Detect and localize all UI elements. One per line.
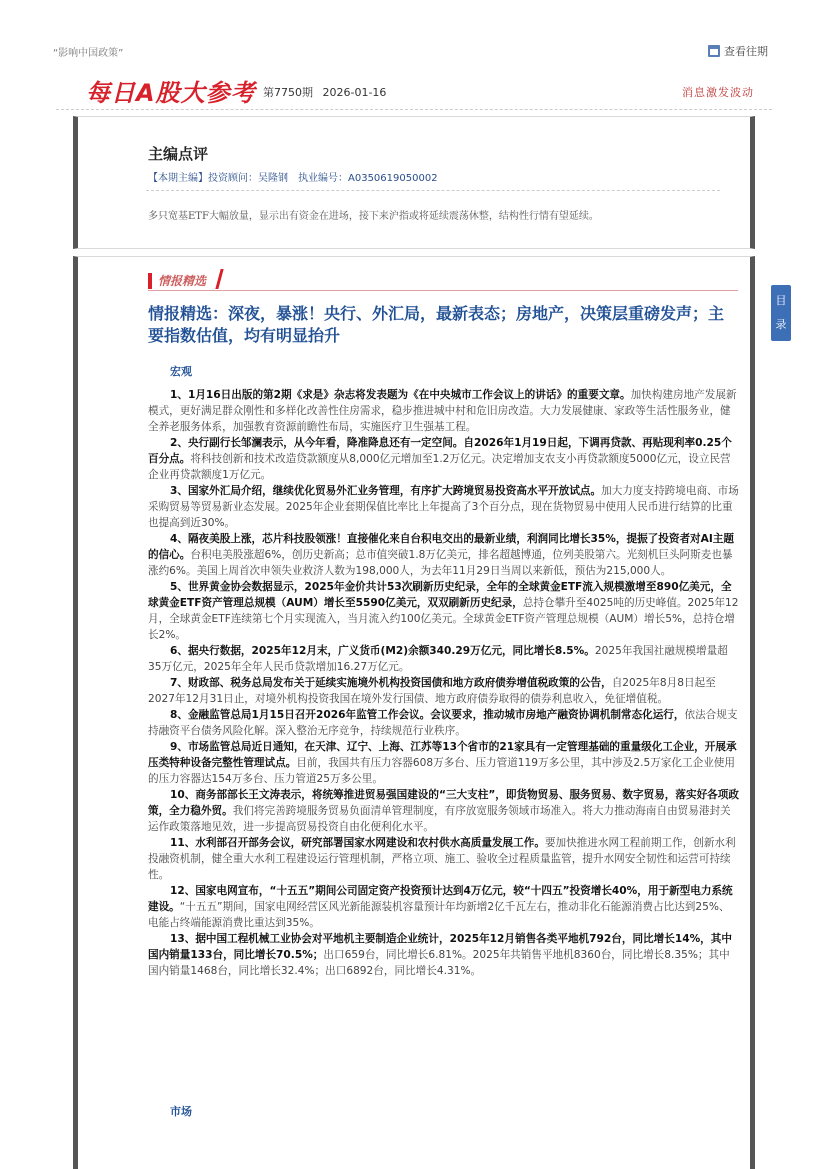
brand-logo: 每日A股大参考	[86, 79, 256, 107]
editor-meta: 【本期主编】投资顾问：吴隆钢 执业编号：A0350619050002	[148, 173, 438, 184]
toc-tab[interactable]: 目录	[771, 285, 791, 341]
news-list	[148, 387, 740, 979]
news-item-body: 2025年我国社融规模增量超35万亿元，2025年全年人民币贷款增加16.27万亿元。	[148, 645, 728, 673]
masthead	[56, 70, 772, 110]
issue-info	[263, 84, 386, 100]
news-item-lead: 13、据中国工程机械工业协会对平地机主要制造企业统计，2025年12月销售各类平地机792台，同比增长14%，其中国内销量133台，同比增长70.5%；	[148, 933, 732, 961]
news-item-lead: 2、央行副行长邹澜表示，从今年看，降准降息还有一定空间。自2026年1月19日起，下调再贷款、再贴现利率0.25个百分点。	[148, 437, 732, 465]
issue-date: 2026-01-16	[322, 86, 387, 99]
editor-comment: 多只宽基ETF大幅放量，显示出有资金在进场，接下来沪指或将延续震荡休整，结构性行情有望延续。	[148, 211, 599, 222]
news-item	[148, 739, 740, 787]
news-item-body: “十五五”期间，国家电网经营区风光新能源装机容量预计年均新增2亿千瓦左右，推动非化石能源消费占比达到25%、电能占终端能源消费比重达到35%。	[148, 901, 730, 929]
news-item	[148, 835, 740, 883]
news-item-body: 台积电美股涨超6%，创历史新高；总市值突破1.8万亿美元，排名超越博通，位列美股第六。光刻机巨头阿斯麦也暴涨约6%。美国上周首次申领失业救济人数为198,000人，为去年11月29日当周以来新低，预估为215,000人。	[148, 549, 733, 577]
news-item-lead: 3、国家外汇局介绍，继续优化贸易外汇业务管理，有序扩大跨境贸易投资高水平开放试点。	[170, 485, 602, 497]
news-item-lead: 9、市场监管总局近日通知，在天津、辽宁、上海、江苏等13个省市的21家具有一定管理基础的重量级化工企业，开展承压类特种设备完整性管理试点。	[148, 741, 737, 769]
news-item-lead: 8、金融监管总局1月15日召开2026年监管工作会议。会议要求，推动城市房地产融资协调机制常态化运行，	[170, 709, 685, 721]
news-item-body: 我们将完善跨境服务贸易负面清单管理制度，有序放宽服务领域市场准入。将大力推动海南自由贸易港封关运作政策落地见效，进一步提高贸易投资自由化便利化水平。	[148, 805, 731, 833]
news-item-body: 出口659台，同比增长6.81%。2025年共销售平地机8360台，同比增长8.35%；其中国内销量1468台，同比增长32.4%；出口6892台，同比增长4.31%。	[148, 949, 730, 977]
news-item	[148, 483, 740, 531]
section-macro: 宏观	[170, 365, 192, 378]
intel-panel	[73, 256, 755, 1169]
news-item-lead: 4、隔夜美股上涨，芯片科技股领涨！直接催化来自台积电交出的最新业绩，利润同比增长35%，提振了投资者对AI主题的信心。	[148, 533, 734, 561]
news-item-body: 要加快推进水网工程前期工作，创新水利投融资机制，健全重大水利工程建设运行管理机制，严格立项、施工、验收全过程质量监管，提升水网安全韧性和运营可持续性。	[148, 837, 736, 881]
section-tag	[148, 271, 738, 291]
news-item-body: 加快构建房地产发展新模式，更好满足群众刚性和多样化改善性住房需求，稳步推进城中村和危旧房改造。大力发展健康、家政等生活性服务业，健全养老服务体系，加强教育资源前瞻性布局，实施医疗卫生强基工程。	[148, 389, 737, 433]
news-item	[148, 387, 740, 435]
editor-panel	[73, 116, 755, 249]
divider	[146, 190, 720, 191]
news-item-lead: 11、水利部召开部务会议，研究部署国家水网建设和农村供水高质量发展工作。	[170, 837, 545, 849]
top-bar	[0, 0, 826, 60]
editor-title: 主编点评	[148, 145, 209, 163]
news-item	[148, 435, 740, 483]
news-item	[148, 675, 740, 707]
section-market: 市场	[170, 1105, 192, 1118]
news-item-lead: 5、世界黄金协会数据显示，2025年金价共计53次刷新历史纪录，全年的全球黄金ETF流入规模激增至890亿美元，全球黄金ETF资产管理总规模（AUM）增长至5590亿美元，双双刷新历史纪录，	[148, 581, 732, 609]
news-item-body: 加大力度支持跨境电商、市场采购贸易等贸易新业态发展。2025年企业套期保值比率比上年提高了3个百分点，现在货物贸易中使用人民币进行结算的比重也提高到近30%。	[148, 485, 739, 529]
news-item-body: 依法合规支持融资平台债务风险化解。深入整治无序竞争，持续规范行业秩序。	[148, 709, 738, 737]
news-item-lead: 7、财政部、税务总局发布关于延续实施境外机构投资国债和地方政府债券增值税政策的公告，	[170, 677, 612, 689]
history-link[interactable]	[708, 43, 768, 59]
history-link-label: 查看往期	[724, 45, 768, 58]
news-item	[148, 643, 740, 675]
news-item	[148, 883, 740, 931]
calendar-icon	[708, 45, 720, 57]
issue-number: 第7750期	[263, 86, 313, 99]
news-item	[148, 931, 740, 979]
news-item	[148, 787, 740, 835]
tag-bar	[148, 273, 152, 289]
news-item	[148, 579, 740, 643]
news-item	[148, 531, 740, 579]
masthead-slogan: 消息激发波动	[682, 86, 754, 99]
tag-label: 情报精选	[158, 274, 207, 288]
news-item-lead: 6、据央行数据，2025年12月末，广义货币(M2)余额340.29万亿元，同比增长8.5%。	[170, 645, 595, 657]
news-item-lead: 1、1月16日出版的第2期《求是》杂志将发表题为《在中央城市工作会议上的讲话》的重要文章。	[170, 389, 631, 401]
news-item	[148, 707, 740, 739]
headline: 情报精选：深夜，暴涨！央行、外汇局，最新表态；房地产，决策层重磅发声；主要指数估值，均有明显抬升	[148, 304, 725, 345]
news-item-lead: 12、国家电网宣布，“十五五”期间公司固定资产投资预计达到4万亿元，较“十四五”投资增长40%，用于新型电力系统建设。	[148, 885, 733, 913]
policy-slogan: “影响中国政策”	[53, 48, 124, 59]
tag-slash	[215, 269, 223, 289]
news-item-body: 自2025年8月8日起至2027年12月31日止，对境外机构投资我国在境外发行国债、地方政府债券取得的债券利息收入，免征增值税。	[148, 677, 716, 705]
news-item-body: 目前，我国共有压力容器608万多台、压力管道119万多公里，其中涉及2.5万家化工企业使用的压力容器达154万多台、压力管道25万多公里。	[148, 757, 735, 785]
news-item-body: 总持仓攀升至4025吨的历史峰值。2025年12月，全球黄金ETF连续第七个月实现流入，当月流入约100亿美元。全球黄金ETF资产管理总规模（AUM）增长5%，总持仓增长2%。	[148, 597, 739, 641]
news-item-lead: 10、商务部部长王文涛表示，将统筹推进贸易强国建设的“三大支柱”，即货物贸易、服务贸易、数字贸易，落实好各项政策，全力稳外贸。	[148, 789, 739, 817]
news-item-body: 将科技创新和技术改造贷款额度从8,000亿元增加至1.2万亿元。决定增加支农支小再贷款额度5000亿元，设立民营企业再贷款额度1万亿元。	[148, 453, 731, 481]
